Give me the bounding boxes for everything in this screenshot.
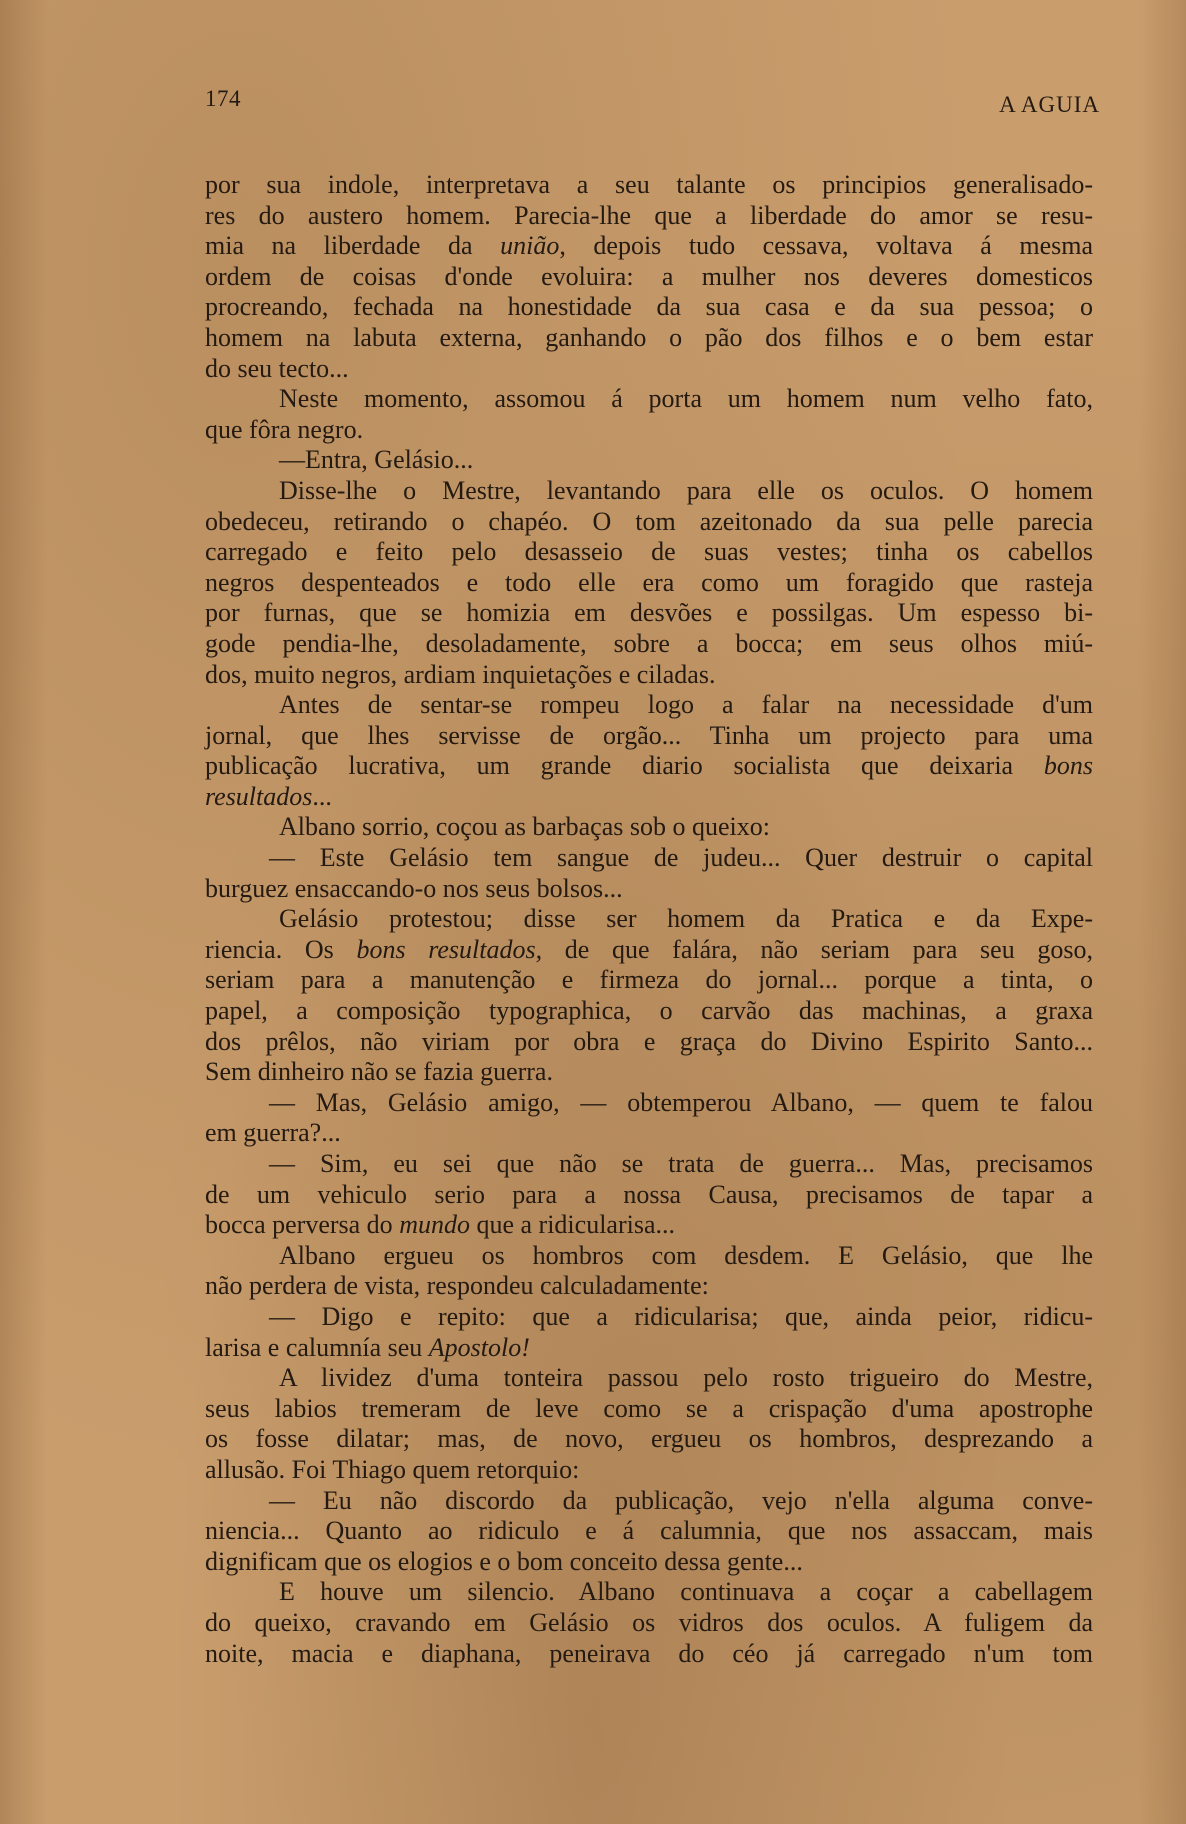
- text-line: de um vehiculo serio para a nossa Causa, precisamos de tapar a: [205, 1179, 1093, 1209]
- italic-span: bons: [1043, 751, 1093, 781]
- text-span: larisa e calumnía seu: [205, 1332, 429, 1362]
- text-line: seriam para a manutenção e firmeza do jornal... porque a tinta, o: [205, 965, 1093, 995]
- text-line: Sem dinheiro não se fazia guerra.: [205, 1057, 553, 1087]
- text-span: bocca perversa do: [205, 1210, 400, 1240]
- text-line: —Entra, Gelásio...: [279, 445, 474, 475]
- text-line: jornal, que lhes servisse de orgão... Tinha um projecto para uma: [205, 720, 1093, 750]
- text-line: os fosse dilatar; mas, de novo, ergueu os hombros, desprezando a: [205, 1424, 1093, 1454]
- text-line: [205, 935, 1093, 966]
- text-line: — Sim, eu sei que não se trata de guerra... Mas, precisamos: [269, 1149, 1093, 1178]
- italic-span: mundo: [399, 1210, 470, 1240]
- running-title: A AGUIA: [999, 92, 1100, 117]
- text-span: que a ridicularisa...: [469, 1210, 675, 1240]
- text-line: gode pendia-lhe, desoladamente, sobre a bocca; em seus olhos miú-: [205, 628, 1093, 658]
- page-header: [205, 86, 1100, 120]
- text-line: Albano ergueu os hombros com desdem. E Gelásio, que lhe: [279, 1240, 1093, 1270]
- text-line: ordem de coisas d'onde evoluira: a mulher nos deveres domesticos: [205, 261, 1093, 291]
- text-line: do seu tecto...: [205, 353, 349, 383]
- text-line: Gelásio protestou; disse ser homem da Pratica e da Expe-: [279, 904, 1093, 934]
- text-line: em guerra?...: [205, 1118, 341, 1148]
- italic-span: resultados: [205, 781, 313, 811]
- text-line: dos, muito negros, ardiam inquietações e ciladas.: [205, 659, 716, 689]
- text-line: Antes de sentar-se rompeu logo a falar na necessidade d'um: [279, 690, 1093, 720]
- text-span: , depois tudo cessava, voltava á mesma: [559, 231, 1093, 261]
- text-line: — Digo e repito: que a ridicularisa; que, ainda peior, ridicu-: [269, 1301, 1093, 1331]
- text-line: noite, macia e diaphana, peneirava do céo já carregado n'um tom: [205, 1638, 1093, 1668]
- text-line: dignificam que os elogios e o bom conceito dessa gente...: [205, 1546, 803, 1576]
- body-text: [205, 170, 1093, 1669]
- text-line: [205, 751, 1093, 782]
- italic-span: união: [500, 231, 560, 261]
- text-line: do queixo, cravando em Gelásio os vidros dos oculos. A fuligem da: [205, 1607, 1093, 1637]
- text-line: não perdera de vista, respondeu calculadamente:: [205, 1271, 709, 1301]
- text-line: [205, 782, 1093, 813]
- text-line: homem na labuta externa, ganhando o pão dos filhos e o bem estar: [205, 322, 1093, 352]
- page-number: 174: [205, 86, 241, 111]
- text-line: seus labios tremeram de leve como se a crispação d'uma apostrophe: [205, 1393, 1093, 1423]
- text-line: niencia... Quanto ao ridiculo e á calumnia, que nos assaccam, mais: [205, 1516, 1093, 1546]
- text-line: E houve um silencio. Albano continuava a coçar a cabellagem: [279, 1577, 1093, 1607]
- text-span: publicação lucrativa, um grande diario socialista que deixaria: [205, 751, 1044, 781]
- text-line: obedeceu, retirando o chapéo. O tom azeitonado da sua pelle parecia: [205, 506, 1093, 536]
- text-line: Disse-lhe o Mestre, levantando para elle os oculos. O homem: [279, 475, 1093, 505]
- text-line: Albano sorrio, coçou as barbaças sob o queixo:: [279, 812, 770, 842]
- text-line: procreando, fechada na honestidade da sua casa e da sua pessoa; o: [205, 292, 1093, 322]
- text-line: — Este Gelásio tem sangue de judeu... Quer destruir o capital: [269, 843, 1093, 873]
- text-span: riencia. Os: [205, 934, 357, 964]
- text-line: por sua indole, interpretava a seu talante os principios generalisado-: [205, 170, 1093, 199]
- text-span: de que falára, não seriam para seu goso,: [542, 934, 1093, 964]
- text-span: ...: [312, 781, 332, 811]
- text-span: mia na liberdade da: [205, 231, 501, 261]
- text-line: papel, a composição typographica, o carvão das machinas, a graxa: [205, 996, 1093, 1026]
- text-line: — Eu não discordo da publicação, vejo n'ella alguma conve-: [269, 1485, 1093, 1515]
- text-line: por furnas, que se homizia em desvões e possilgas. Um espesso bi-: [205, 598, 1093, 628]
- text-line: A lividez d'uma tonteira passou pelo rosto trigueiro do Mestre,: [279, 1363, 1093, 1393]
- text-line: dos prêlos, não viriam por obra e graça do Divino Espirito Santo...: [205, 1026, 1093, 1056]
- text-line: [205, 1333, 1093, 1364]
- text-line: [205, 231, 1093, 262]
- text-line: res do austero homem. Parecia-lhe que a liberdade do amor se resu-: [205, 200, 1093, 230]
- text-line: Neste momento, assomou á porta um homem num velho fato,: [279, 384, 1093, 414]
- text-line: carregado e feito pelo desasseio de suas vestes; tinha os cabellos: [205, 537, 1093, 567]
- italic-span: Apostolo!: [428, 1332, 530, 1362]
- text-line: [205, 1210, 1093, 1241]
- text-line: — Mas, Gelásio amigo, — obtemperou Albano, — quem te falou: [269, 1087, 1093, 1117]
- text-line: negros despenteados e todo elle era como um foragido que rasteja: [205, 567, 1093, 597]
- italic-span: bons resultados,: [356, 934, 543, 964]
- text-line: burguez ensaccando-o nos seus bolsos...: [205, 873, 623, 903]
- text-line: que fôra negro.: [205, 414, 364, 444]
- text-line: allusão. Foi Thiago quem retorquio:: [205, 1454, 580, 1484]
